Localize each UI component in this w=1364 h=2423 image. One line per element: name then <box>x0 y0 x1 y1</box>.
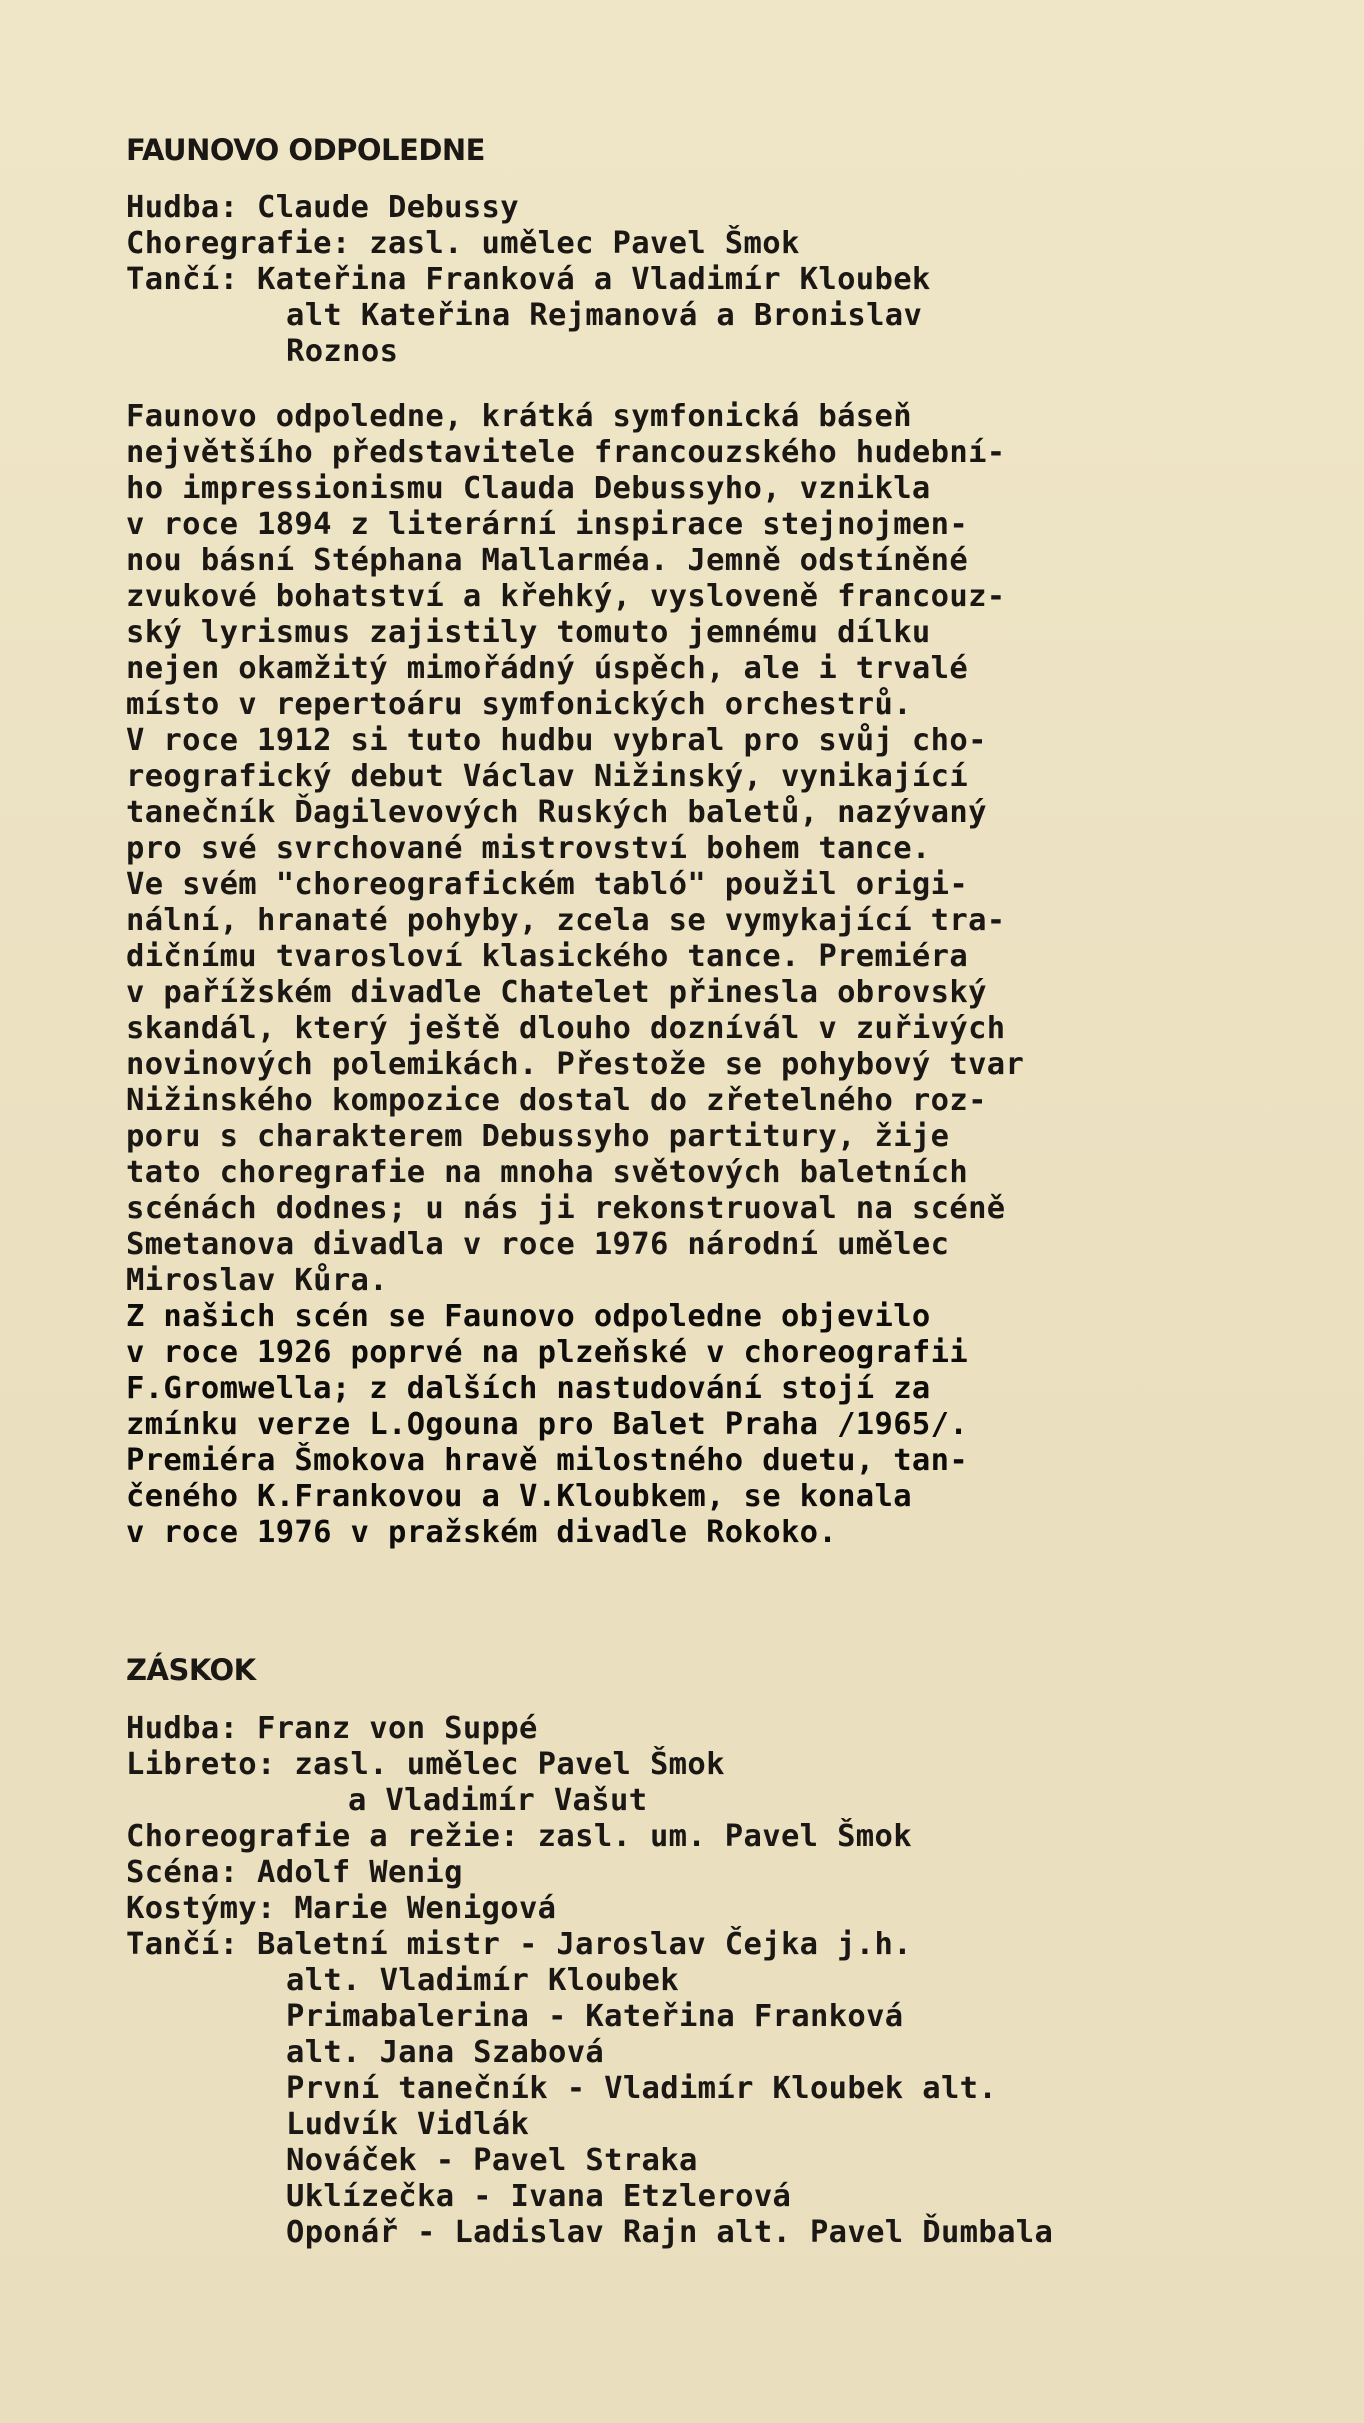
credit-scenery: Scéna: Adolf Wenig <box>126 1855 463 1890</box>
paragraph-line: v roce 1894 z literární inspirace stejnojmen- <box>126 507 969 542</box>
paragraph-line: novinových polemikách. Přestože se pohybový tvar <box>126 1047 1025 1082</box>
paragraph-line: poru s charakterem Debussyho partitury, žije <box>126 1119 950 1154</box>
cast-line: Primabalerina - Kateřina Franková <box>286 1999 904 2034</box>
credit-dancers: Tančí: Baletní mistr - Jaroslav Čejka j.h. <box>126 1927 912 1962</box>
paragraph-line: Faunovo odpoledne, krátká symfonická báseň <box>126 399 912 434</box>
paragraph-line: Miroslav Kůra. <box>126 1263 388 1298</box>
credit-choreography: Choregrafie: zasl. umělec Pavel Šmok <box>126 226 800 261</box>
credit-music: Hudba: Franz von Suppé <box>126 1711 538 1746</box>
cast-line: Uklízečka - Ivana Etzlerová <box>286 2179 792 2214</box>
paragraph-line: Premiéra Šmokova hravě milostného duetu, tan- <box>126 1443 969 1478</box>
paragraph-line: v roce 1976 v pražském divadle Rokoko. <box>126 1515 838 1550</box>
paragraph-line: dičnímu tvarosloví klasického tance. Premiéra <box>126 939 969 974</box>
paragraph-line: v pařížském divadle Chatelet přinesla obrovský <box>126 975 987 1010</box>
paragraph-line: zvukové bohatství a křehký, vysloveně francouz- <box>126 579 1006 614</box>
cast-line: Oponář - Ladislav Rajn alt. Pavel Ďumbala <box>286 2215 1054 2250</box>
credit-libretto: Libreto: zasl. umělec Pavel Šmok <box>126 1747 725 1782</box>
paragraph-line: Nižinského kompozice dostal do zřetelného roz- <box>126 1083 987 1118</box>
credit-costumes: Kostýmy: Marie Wenigová <box>126 1891 557 1926</box>
paragraph-line: nejen okamžitý mimořádný úspěch, ale i trvalé <box>126 651 969 686</box>
paragraph-line: Smetanova divadla v roce 1976 národní umělec <box>126 1227 950 1262</box>
section-title-zaskok: ZÁSKOK <box>126 1653 256 1687</box>
paragraph-line: místo v repertoáru symfonických orchestrů. <box>126 687 912 722</box>
credit-dancers-alt: alt Kateřina Rejmanová a Bronislav <box>286 298 923 333</box>
paragraph-line: Z našich scén se Faunovo odpoledne objevilo <box>126 1299 931 1334</box>
paragraph-line: ský lyrismus zajistily tomuto jemnému dílku <box>126 615 931 650</box>
paragraph-line: pro své svrchované mistrovství bohem tance. <box>126 831 931 866</box>
section-title-faunovo-odpoledne: FAUNOVO ODPOLEDNE <box>126 133 485 167</box>
paragraph-line: v roce 1926 poprvé na plzeňské v choreografii <box>126 1335 969 1370</box>
paragraph-line: nou básní Stéphana Mallarméa. Jemně odstíněné <box>126 543 969 578</box>
paragraph-line: největšího představitele francouzského hudební- <box>126 435 1006 470</box>
paragraph-line: čeného K.Frankovou a V.Kloubkem, se konala <box>126 1479 912 1514</box>
paragraph-line: skandál, který ještě dlouho doznívál v zuřivých <box>126 1011 1006 1046</box>
credit-dancers: Tančí: Kateřina Franková a Vladimír Kloubek <box>126 262 931 297</box>
cast-line: alt. Vladimír Kloubek <box>286 1963 679 1998</box>
credit-dancers-alt-cont: Roznos <box>286 334 399 369</box>
paragraph-line: tanečník Ďagilevových Ruských baletů, nazývaný <box>126 795 987 830</box>
credit-music: Hudba: Claude Debussy <box>126 190 519 225</box>
paragraph-line: zmínku verze L.Ogouna pro Balet Praha /1965/. <box>126 1407 969 1442</box>
paragraph-line: Ve svém "choreografickém tabló" použil origi- <box>126 867 969 902</box>
paragraph-line: ho impressionismu Clauda Debussyho, vznikla <box>126 471 931 506</box>
paragraph-line: V roce 1912 si tuto hudbu vybral pro svůj cho- <box>126 723 987 758</box>
cast-line: alt. Jana Szabová <box>286 2035 605 2070</box>
cast-line: Ludvík Vidlák <box>286 2107 530 2142</box>
credit-choreography-direction: Choreografie a režie: zasl. um. Pavel Šmok <box>126 1819 912 1854</box>
paragraph-line: reografický debut Václav Nižinský, vynikající <box>126 759 969 794</box>
paragraph-line: nální, hranaté pohyby, zcela se vymykající tra- <box>126 903 1006 938</box>
paragraph-line: tato choregrafie na mnoha světových baletních <box>126 1155 969 1190</box>
cast-line: Nováček - Pavel Straka <box>286 2143 698 2178</box>
credit-libretto-cont: a Vladimír Vašut <box>348 1783 648 1818</box>
cast-line: První tanečník - Vladimír Kloubek alt. <box>286 2071 998 2106</box>
paragraph-line: F.Gromwella; z dalších nastudování stojí za <box>126 1371 931 1406</box>
paragraph-line: scénách dodnes; u nás ji rekonstruoval na scéně <box>126 1191 1006 1226</box>
